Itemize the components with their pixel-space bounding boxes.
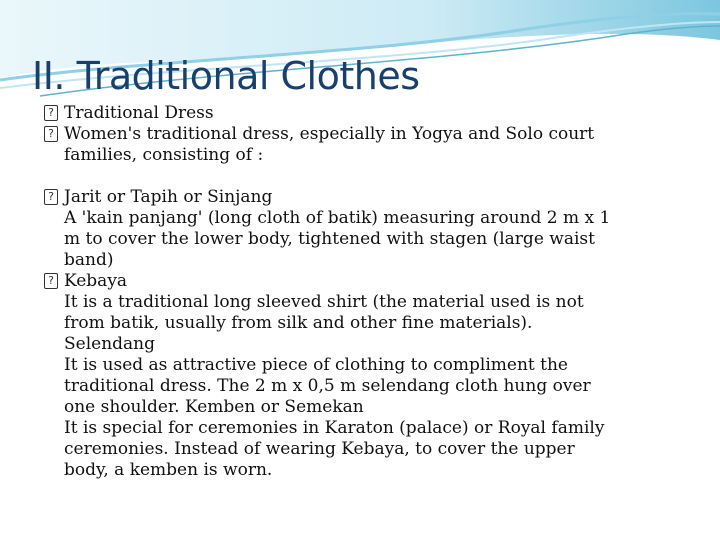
bullet-line: from batik, usually from silk and other fine materials). [64, 313, 533, 333]
spacer [44, 166, 684, 187]
bullet-line: It is special for ceremonies in Karaton (palace) or Royal family [64, 418, 605, 438]
slide-body [44, 103, 684, 481]
bullet-line: m to cover the lower body, tightened with stagen (large waist [64, 229, 595, 249]
bullet-box-icon: ? [44, 126, 58, 142]
bullet-womens-dress [44, 124, 684, 166]
slide-title: II. Traditional Clothes [32, 54, 420, 98]
bullet-line: It is used as attractive piece of clothing to compliment the [64, 355, 568, 375]
bullet-line: ceremonies. Instead of wearing Kebaya, to cover the upper [64, 439, 575, 459]
bullet-line: body, a kemben is worn. [64, 460, 273, 480]
bullet-kebaya [44, 271, 684, 481]
bullet-line: families, consisting of : [64, 145, 264, 165]
bullet-line: Selendang [64, 334, 156, 354]
bullet-line: It is a traditional long sleeved shirt (the material used is not [64, 292, 584, 312]
bullet-line: Kebaya [64, 271, 128, 291]
bullet-line: one shoulder. Kemben or Semekan [64, 397, 364, 417]
bullet-line: band) [64, 250, 114, 270]
bullet-box-icon: ? [44, 189, 58, 205]
bullet-line: traditional dress. The 2 m x 0,5 m selendang cloth hung over [64, 376, 591, 396]
bullet-line: Women's traditional dress, especially in Yogya and Solo court [64, 124, 595, 144]
bullet-line: Traditional Dress [64, 103, 214, 123]
bullet-line: Jarit or Tapih or Sinjang [64, 187, 273, 207]
bullet-jarit [44, 187, 684, 271]
bullet-box-icon: ? [44, 105, 58, 121]
bullet-box-icon: ? [44, 273, 58, 289]
bullet-traditional-dress [44, 103, 684, 124]
bullet-line: A 'kain panjang' (long cloth of batik) measuring around 2 m x 1 [64, 208, 611, 228]
